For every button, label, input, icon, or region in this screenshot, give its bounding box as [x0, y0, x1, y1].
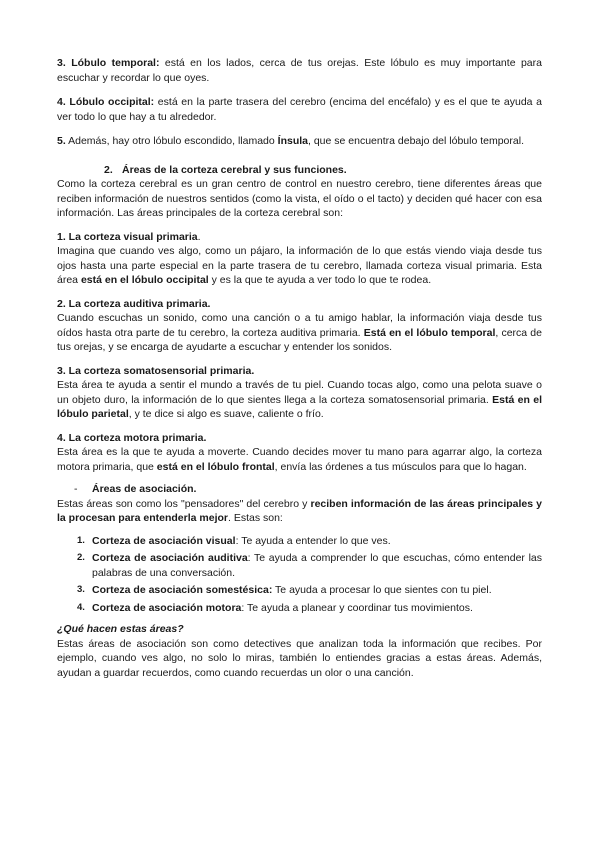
area-text: Imagina que cuando ves algo, como un pájaro, la información de lo que estás viendo viaja desde tus ojos hasta una parte especial en la parte trasera de tu cerebro, llamada corteza visual primaria. Esta área: [57, 245, 542, 286]
lobe-description: está en los lados, cerca de tus orejas. Este lóbulo es muy importante para escuchar y recordar lo que oyes.: [57, 57, 542, 84]
lobe-item-occipital: [57, 95, 542, 124]
question-text: Estas áreas de asociación son como detectives que analizan toda la información que recibes. Por ejemplo, cuando ves algo, no solo lo miras, también lo entiendes gracias a estas áreas. Además, ayudan a guardar recuerdos, como cuando recuerdas un olor o una canción.: [57, 637, 542, 679]
list-item: [57, 551, 542, 580]
area-location: Está en el lóbulo temporal: [363, 326, 496, 339]
area-visual: [57, 230, 542, 288]
list-item-text: : Te ayuda a comprender lo que escuchas, cómo entender las palabras de una conversación.: [92, 552, 542, 579]
area-text: Cuando escuchas un sonido, como una canción o a tu amigo hablar, la información viaja desde tus oídos hasta otra parte de tu cerebro, la corteza auditiva primaria.: [57, 312, 542, 339]
lobe-number: 4.: [57, 96, 66, 108]
association-intro: [57, 497, 542, 526]
association-heading: [74, 482, 542, 497]
area-title: 4. La corteza motora primaria.: [57, 431, 207, 444]
area-text: Esta área te ayuda a sentir el mundo a través de tu piel. Cuando tocas algo, como una pelota suave o un objeto duro, la información de lo que sientes llega a la corteza somatosensorial primaria.: [57, 379, 542, 406]
list-item-title: Corteza de asociación visual: [92, 534, 236, 547]
area-auditiva: [57, 297, 542, 355]
area-location: está en el lóbulo frontal: [156, 460, 275, 473]
area-title: 2. La corteza auditiva primaria.: [57, 297, 211, 310]
area-title: 1. La corteza visual primaria: [57, 230, 198, 243]
area-text-after: , cerca de tus orejas, y se encarga de ayudarte a escuchar y entender los sonidos.: [57, 326, 542, 353]
section-heading: [104, 163, 542, 178]
list-item: [57, 601, 542, 616]
area-text-after: y es la que te ayuda a ver todo lo que te rodea.: [208, 274, 432, 286]
association-intro-bold: reciben información de las áreas principales y la procesan para entenderla mejor: [57, 497, 543, 524]
association-intro-pre: Estas áreas son como los "pensadores" del cerebro y: [57, 497, 311, 510]
area-title-tail: .: [197, 230, 201, 243]
area-motora: [57, 431, 542, 475]
list-item-text: : Te ayuda a entender lo que ves.: [235, 534, 391, 547]
list-item-title: Corteza de asociación auditiva: [92, 552, 248, 564]
area-text-after: , y te dice si algo es suave, caliente o frío.: [128, 408, 324, 420]
list-item-title: Corteza de asociación motora: [92, 601, 242, 614]
area-text: Esta área es la que te ayuda a moverte. Cuando decides mover tu mano para agarrar algo, la corteza motora primaria, que: [57, 446, 542, 473]
list-number: 4.: [77, 601, 85, 613]
list-item: [57, 583, 542, 598]
lobe-item-insula: [57, 134, 542, 149]
area-location: está en el lóbulo occipital: [80, 274, 209, 286]
list-item-text: : Te ayuda a planear y coordinar tus movimientos.: [241, 601, 473, 614]
lobe-title: Lóbulo occipital:: [69, 96, 155, 108]
section-intro: Como la corteza cerebral es un gran centro de control en nuestro cerebro, tiene diferentes áreas que reciben información de nuestros sentidos (como la vista, el oído o el tacto) y deciden qué hacer con esa información. Las áreas principales de la corteza cerebral son:: [57, 178, 542, 219]
list-number: 3.: [77, 584, 85, 595]
bullet-dash: -: [74, 483, 78, 495]
lobe-description: está en la parte trasera del cerebro (encima del encéfalo) y es el que te ayuda a ver todo lo que hay a tu alrededor.: [57, 96, 542, 123]
lobe-title: Lóbulo temporal:: [71, 57, 160, 69]
list-item: [57, 534, 542, 549]
lobe-description: , que se encuentra debajo del lóbulo temporal.: [308, 135, 524, 147]
list-number: 2.: [77, 552, 85, 563]
association-list: [57, 534, 542, 616]
list-item-title: Corteza de asociación somestésica:: [92, 584, 273, 596]
lobe-number: 3.: [57, 57, 66, 69]
area-somatosensorial: [57, 364, 542, 422]
lobe-title: Ínsula: [277, 135, 308, 147]
association-intro-post: . Estas son:: [227, 512, 283, 524]
association-title: Áreas de asociación.: [92, 483, 197, 495]
list-number: 1.: [77, 534, 85, 546]
lobe-pretext: Además, hay otro lóbulo escondido, llamado: [65, 135, 278, 147]
area-location: Está en el lóbulo parietal: [57, 393, 542, 420]
lobe-item-temporal: [57, 56, 542, 85]
section-number: 2.: [104, 163, 113, 176]
area-title: 3. La corteza somatosensorial primaria.: [57, 364, 255, 377]
list-item-text: Te ayuda a procesar lo que sientes con tu piel.: [272, 584, 492, 596]
lobe-number: 5.: [57, 135, 66, 147]
area-text-after: , envía las órdenes a tus músculos para que lo hagan.: [274, 460, 527, 473]
question-heading: ¿Qué hacen estas áreas?: [57, 623, 184, 635]
section-title: Áreas de la corteza cerebral y sus funciones.: [122, 163, 347, 176]
